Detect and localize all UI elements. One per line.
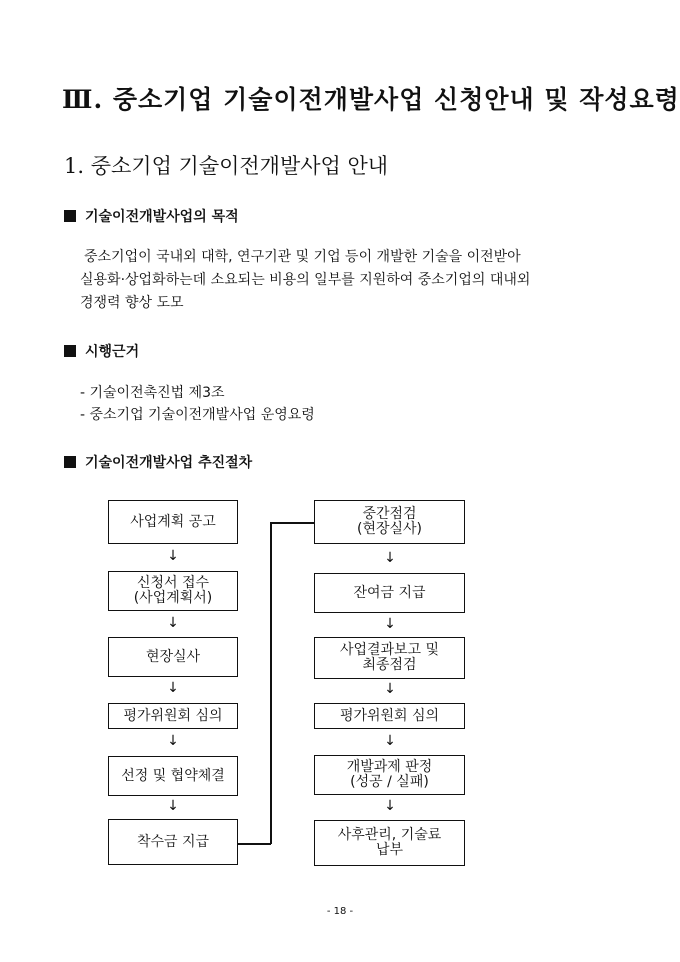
down-arrow-icon: ↓ [167,680,179,696]
purpose-line: 경쟁력 향상 도모 [80,295,184,311]
purpose-heading-text: 기술이전개발사업의 목적 [85,209,239,225]
purpose-line: 실용화·상업화하는데 소요되는 비용의 일부를 지원하여 중소기업의 대내외 [80,272,531,288]
down-arrow-icon: ↓ [167,733,179,749]
basis-list [80,382,315,426]
down-arrow-icon: ↓ [167,798,179,814]
square-bullet-icon [64,456,76,468]
procedure-heading-text: 기술이전개발사업 추진절차 [85,455,253,471]
flow-step-right-1: 중간점검 (현장실사) [314,500,465,544]
down-arrow-icon: ↓ [167,548,179,564]
down-arrow-icon: ↓ [384,681,396,697]
down-arrow-icon: ↓ [384,616,396,632]
flow-step-left-4: 평가위원회 심의 [108,703,238,729]
section-title: 1. 중소기업 기술이전개발사업 안내 [64,154,389,178]
down-arrow-icon: ↓ [384,798,396,814]
purpose-line: 중소기업이 국내외 대학, 연구기관 및 기업 등이 개발한 기술을 이전받아 [84,249,521,265]
basis-item: - 기술이전촉진법 제3조 [80,385,225,401]
connector-line [270,522,272,844]
flow-step-right-5: 개발과제 판정 (성공 / 실패) [314,755,465,795]
purpose-paragraph [80,246,624,315]
basis-heading-text: 시행근거 [85,344,140,360]
flow-step-right-4: 평가위원회 심의 [314,703,465,729]
connector-line [238,843,271,845]
flow-step-left-1: 사업계획 공고 [108,500,238,544]
connector-line [270,522,314,524]
flow-step-left-2: 신청서 접수 (사업계획서) [108,571,238,611]
flow-step-left-6: 착수금 지급 [108,819,238,865]
chapter-title: Ⅲ. 중소기업 기술이전개발사업 신청안내 및 작성요령 [62,85,680,114]
flow-step-left-5: 선정 및 협약체결 [108,756,238,796]
flow-step-right-2: 잔여금 지급 [314,573,465,613]
procedure-heading [64,452,252,472]
square-bullet-icon [64,210,76,222]
page-number: - 18 - [326,906,354,917]
purpose-heading [64,206,239,226]
down-arrow-icon: ↓ [384,550,396,566]
flow-step-left-3: 현장실사 [108,637,238,677]
basis-item: - 중소기업 기술이전개발사업 운영요령 [80,407,315,423]
down-arrow-icon: ↓ [167,615,179,631]
flow-step-right-3: 사업결과보고 및 최종점검 [314,637,465,679]
flow-step-right-6: 사후관리, 기술료 납부 [314,820,465,866]
basis-heading [64,341,139,361]
down-arrow-icon: ↓ [384,733,396,749]
square-bullet-icon [64,345,76,357]
